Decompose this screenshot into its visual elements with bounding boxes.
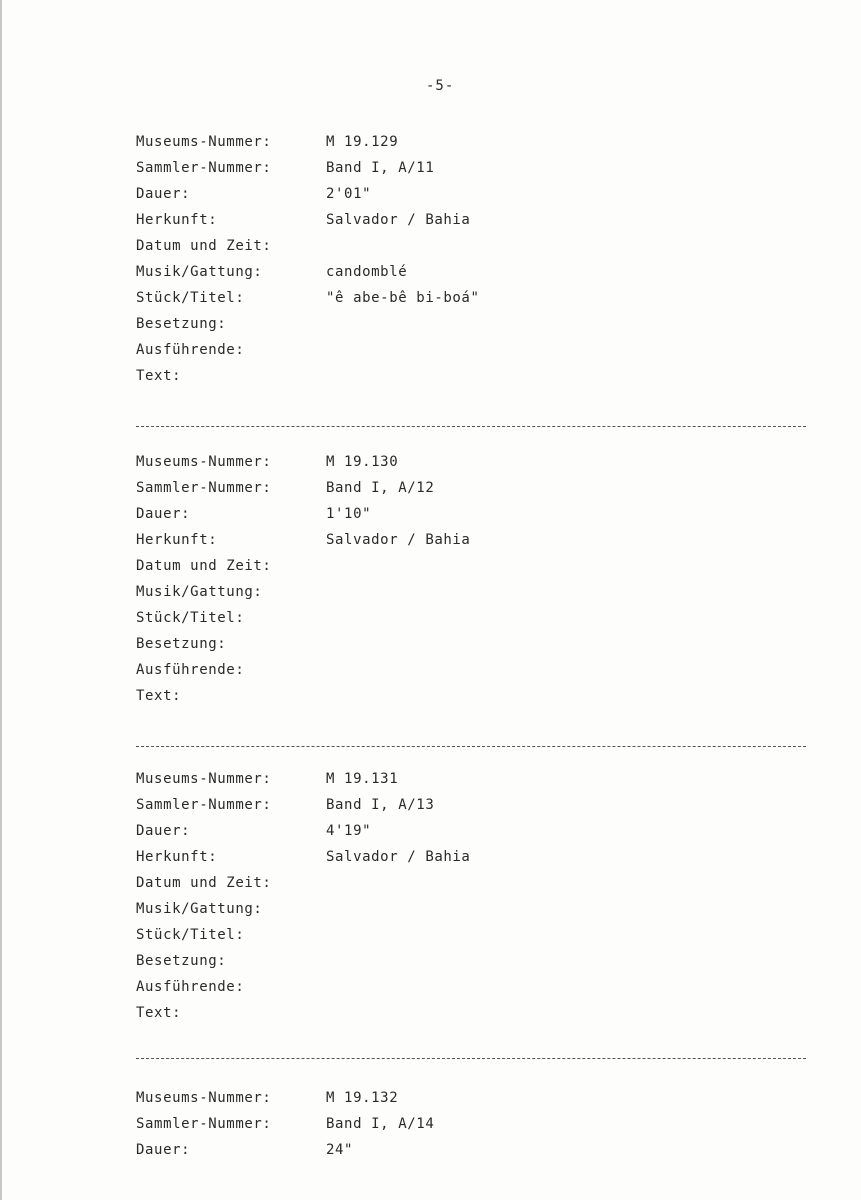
record-field <box>136 948 816 974</box>
field-label: Text: <box>136 368 182 384</box>
field-label: Sammler-Nummer: <box>136 797 272 813</box>
record-field <box>136 449 816 475</box>
field-label: Stück/Titel: <box>136 290 245 306</box>
record-field <box>136 527 816 553</box>
record-field <box>136 553 816 579</box>
field-label: Ausführende: <box>136 662 245 678</box>
field-value: Salvador / Bahia <box>326 532 471 548</box>
field-label: Stück/Titel: <box>136 610 245 626</box>
field-label: Herkunft: <box>136 849 218 865</box>
field-label: Museums-Nummer: <box>136 1090 272 1106</box>
field-label: Musik/Gattung: <box>136 901 263 917</box>
field-label: Besetzung: <box>136 953 227 969</box>
record-field <box>136 129 816 155</box>
record-field <box>136 1000 816 1026</box>
record-field <box>136 363 816 389</box>
field-value: M 19.129 <box>326 134 399 150</box>
record-field <box>136 896 816 922</box>
field-value: Band I, A/13 <box>326 797 435 813</box>
catalog-record <box>136 766 816 1026</box>
record-field <box>136 818 816 844</box>
record-field <box>136 922 816 948</box>
field-value: M 19.132 <box>326 1090 399 1106</box>
field-label: Musik/Gattung: <box>136 264 263 280</box>
record-field <box>136 1111 816 1137</box>
record-field <box>136 233 816 259</box>
record-field <box>136 683 816 709</box>
record-separator <box>136 746 806 747</box>
field-value: 1'10" <box>326 506 372 522</box>
record-field <box>136 605 816 631</box>
record-field <box>136 337 816 363</box>
field-value: Band I, A/14 <box>326 1116 435 1132</box>
field-label: Herkunft: <box>136 532 218 548</box>
field-value: 24" <box>326 1142 354 1158</box>
field-value: Band I, A/11 <box>326 160 435 176</box>
field-label: Ausführende: <box>136 342 245 358</box>
field-value: Band I, A/12 <box>326 480 435 496</box>
field-label: Besetzung: <box>136 636 227 652</box>
field-label: Ausführende: <box>136 979 245 995</box>
field-label: Text: <box>136 1005 182 1021</box>
field-label: Herkunft: <box>136 212 218 228</box>
field-value: M 19.130 <box>326 454 399 470</box>
field-label: Stück/Titel: <box>136 927 245 943</box>
field-value: Salvador / Bahia <box>326 212 471 228</box>
record-field <box>136 181 816 207</box>
record-field <box>136 870 816 896</box>
field-value: "ê abe-bê bi-boá" <box>326 290 480 306</box>
catalog-record <box>136 129 816 389</box>
record-field <box>136 974 816 1000</box>
field-label: Datum und Zeit: <box>136 558 272 574</box>
record-field <box>136 259 816 285</box>
field-label: Sammler-Nummer: <box>136 160 272 176</box>
record-separator <box>136 1058 806 1059</box>
record-field <box>136 1137 816 1163</box>
page-number: -5- <box>426 78 455 94</box>
catalog-record <box>136 1085 816 1163</box>
field-value: 4'19" <box>326 823 372 839</box>
field-label: Sammler-Nummer: <box>136 480 272 496</box>
field-label: Dauer: <box>136 823 191 839</box>
field-value: Salvador / Bahia <box>326 849 471 865</box>
field-label: Museums-Nummer: <box>136 134 272 150</box>
record-field <box>136 657 816 683</box>
field-label: Museums-Nummer: <box>136 454 272 470</box>
field-label: Dauer: <box>136 186 191 202</box>
field-label: Besetzung: <box>136 316 227 332</box>
field-label: Dauer: <box>136 1142 191 1158</box>
record-field <box>136 501 816 527</box>
field-label: Musik/Gattung: <box>136 584 263 600</box>
record-field <box>136 792 816 818</box>
field-value: 2'01" <box>326 186 372 202</box>
field-label: Museums-Nummer: <box>136 771 272 787</box>
field-label: Dauer: <box>136 506 191 522</box>
field-label: Sammler-Nummer: <box>136 1116 272 1132</box>
record-field <box>136 1085 816 1111</box>
field-label: Text: <box>136 688 182 704</box>
record-field <box>136 579 816 605</box>
record-separator <box>136 426 806 427</box>
field-value: M 19.131 <box>326 771 399 787</box>
record-field <box>136 766 816 792</box>
record-field <box>136 311 816 337</box>
record-field <box>136 207 816 233</box>
record-field <box>136 285 816 311</box>
catalog-record <box>136 449 816 709</box>
record-field <box>136 844 816 870</box>
record-field <box>136 631 816 657</box>
field-value: candomblé <box>326 264 408 280</box>
record-field <box>136 155 816 181</box>
field-label: Datum und Zeit: <box>136 238 272 254</box>
record-field <box>136 475 816 501</box>
field-label: Datum und Zeit: <box>136 875 272 891</box>
